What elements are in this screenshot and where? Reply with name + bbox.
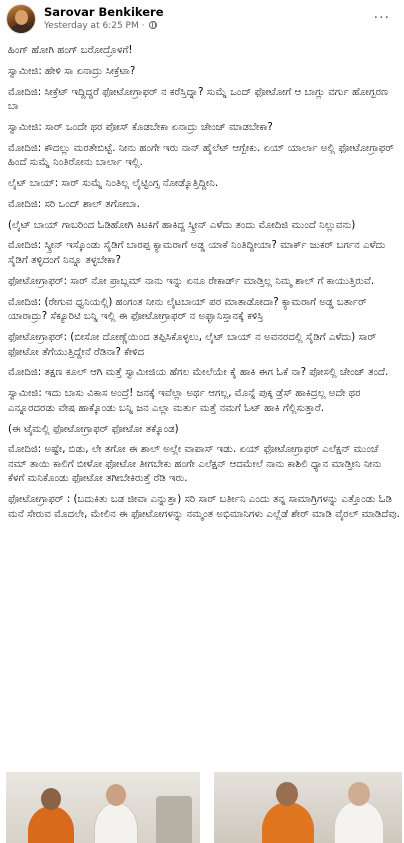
post-paragraph: ಮೋದಿಜಿ: (ರೇಗುವ ಧ್ವನಿಯಲ್ಲಿ) ಹಂಗಂತ ನೀನು ಲೈಟಬಾಯ್ ಪರ ಮಾತಾಡೋದಾ? ಕ್ಯಾಮರಾಗೆ ಅಡ್ಡ ಬರ್ತಾರ್ ಯಾರಾದ್ರು? ಸೆಕ್ಯೂರಿಟಿ ಬನ್ನಿ ಇಲ್ಲಿ ಈ ಫೋಟೋಗ್ರಾಫರ್ ನ ಅಫ್ಘಾನಿಸ್ತಾನಕ್ಕೆ ಕಳಿಸ್ರಿ <box>8 296 367 323</box>
post-meta <box>44 21 157 31</box>
post-text <box>8 44 400 529</box>
globe-icon <box>149 21 157 29</box>
figure-head <box>41 788 61 810</box>
post-paragraph: ಮೋದಿಜಿ: ಸ್ಕ್ರೀನ್ ಇಸ್ಕೊಂಡು ಸೈಡಿಗೆ ಬಾರಪ್ಪ ಕ್ಯಾಮರಾಗೆ ಅಡ್ಡ ಯಾಕೆ ನಿಂತಿದ್ದೀಯಾ? ಮಾರ್ಕ್ ಜುಕರ್ ಬರ್ಗನ ಎಳೆದು ಸೈಡಿಗೆ ತಳ್ಳಿದಂಗೆ ನಿನ್ನೂ ತಳ್ಳಬೇಕಾ? <box>8 240 386 267</box>
figure-head-3 <box>276 782 298 806</box>
author-avatar[interactable] <box>6 4 36 34</box>
post-paragraph: (ಲೈಟ್ ಬಾಯ್ ಗಾಬರಿಂದ ಓಡಿಹೋಗಿ ಕಿಟಕಿಗೆ ಹಾಕಿದ್ದ ಸ್ಕ್ರೀನ್ ಎಳೆದು ತಂದು ಮೋದಿಜಿ ಮುಂದೆ ನಿಲ್ಲುವನು) <box>8 219 356 231</box>
post-paragraph: ಫೋಟೋಗ್ರಾಫರ್ : (ಬದುಕಿತು ಬಡ ಜೀವಾ ಎನ್ನುತ್ತಾ) ಸರಿ ಸಾರ್ ಬರ್ತೀನಿ ಎಂದು ತನ್ನ ಸಾಮಾಗ್ರಿಗಳನ್ನು ಎತ್ತೊಂಡು ಓಡಿ ಮನೆ ಸೇರುವ ಮೊದಲೇ, ಮೇಲಿನ ಈ ಫೋಟೋಗಳನ್ನು ನಮ್ಮಂತ ಅಭಿಮಾನಿಗಳು ಎಲ್ಲೆಡೆ ಶೇರ್ ಮಾಡಿ ವೈರಲ್ ಮಾಡಿದೆವು. <box>8 494 400 520</box>
post-paragraph: ಫೋಟೋಗ್ರಾಫರ್: ಸಾರ್ ನೋ ಪ್ರಾಬ್ಲಮ್ ನಾನು ಇನ್ನು ಏನೂ ರೇಕಾರ್ಡ್ ಮಾಡ್ತಿಲ್ಲ ನಿಮ್ಮ ಶಾಲ್ ಗೆ ಕಾಯುತ್ತಿರುವೆ. <box>8 275 375 287</box>
figure-head-2 <box>106 784 126 806</box>
figure-white-kurta <box>94 802 138 843</box>
post-paragraph: ಮೋದಿಜಿ: ಅಷ್ಟೇ, ಬಿಡು, ಲೇ ತಗೋ ಈ ಶಾಲ್ ಅಲ್ಲೇ ವಾಪಾಸ್ ಇಡು. ಏಯ್ ಫೋಟೋಗ್ರಾಫರ್ ಎಲೆಕ್ಷನ್ ಮುಂಚೆ ನಮ್ ತಾಯಿ ಕಾಲಿಗೆ ಬೀಳೋ ಫೋಟೋ ತೀಗಬೇಕು ಹಂಗೇ ಎಲೆಕ್ಷನ್ ಆದಮೇಲೆ ನಾನು ಕಾಶಿಲಿ ಧ್ಯಾನ ಮಾಡ್ತೀನಿ ನೀನು ಕೆಳಗೆ ಮನಿಕೊಂಡು ಫೋಟೋ ತಗೀಬೇಕಿರುತ್ತೆ ರೆಡಿ ಇರು. <box>8 444 382 485</box>
more-options-icon[interactable]: ··· <box>373 10 390 26</box>
photo-left[interactable] <box>6 772 200 843</box>
post-photos[interactable] <box>0 772 404 843</box>
figure-saffron-robe-2 <box>262 802 314 843</box>
figure-head-4 <box>348 782 370 806</box>
figure-white-kurta-2 <box>334 800 384 843</box>
post-timestamp[interactable]: Yesterday at 6:25 PM <box>44 21 139 31</box>
photo-right[interactable] <box>214 772 402 843</box>
separator-dot: · <box>141 21 148 31</box>
post-paragraph: ಸ್ವಾಮೀಜಿ: ಹೇಳಿ ಸಾ ಏನಾದ್ರು ಸೀಕ್ರೆಟಾ? <box>8 65 136 77</box>
post-paragraph: ಮೋದಿಜಿ: ಕೌದಲ್ಲು ಮರತೇಬಿಟ್ಟೆ. ನೀನು ಹಂಗೇ ಇರು ನಾನ್ ಹೈಲೆಟ್ ಆಗ್ಬೇಕು. ಏಯ್ ಯಾರ್ಲಾ ಅಲ್ಲಿ ಫೋಟೋಗ್ರಾಫರ್ ಹಿಂದೆ ಸುಮ್ನೆ ನಿಂತಿರೋನು ಬಾರ್ಲಾ ಇಲ್ಲಿ. <box>8 142 394 169</box>
post-paragraph: ಫೋಟೋಗ್ರಾಫರ್: (ಬೀಸೋ ದೋಣ್ಣೆಯಿಂದ ತಪ್ಪಿಸಿಕೊಳ್ಳಲು, ಲೈಟ್ ಬಾಯ್ ನ ಅವನರದಲ್ಲಿ ಸೈಡಿಗೆ ಎಳೆದು) ಸಾರ್ ಫೋಟೋ ತೆಗೆಯುತ್ತಿದ್ದೇನೆ ರೆಡಿನಾ? ಕೇಳಿದ <box>8 331 377 358</box>
post-paragraph: ಸ್ವಾಮೀಜಿ: ಇದು ಬಾಸು ವಿಕಾಸ ಅಂದ್ರೆ! ಜನಕ್ಕೆ ಇವೆಲ್ಲಾ ಅರ್ಥ ಆಗಲ್ಲ, ಮೊನ್ನೆ ಪುಕ್ಕ ಡ್ರೆಸ್ ಹಾಕಿದ್ರಲ್ಲ ಅದೇ ಥರ ಎನ್ನೂರದರಡು ವೇಷ ಹಾಕ್ಕೊಂಡು ಬನ್ನಿ ಜನ ಎಲ್ಲಾ ಮರ್ತು ಮತ್ತೆ ನಮಗೆ ಓಟ್ ಹಾಕಿ ಗೆಲ್ಲಿಸುತ್ತಾರೆ. <box>8 388 361 414</box>
figure-background-shape <box>156 796 192 843</box>
post-header <box>0 0 404 40</box>
post-paragraph: ಮೋದಿಜಿ: ಸರಿ ಒಂದ್ ಶಾಲ್ ತಗೋಬಾ. <box>8 198 140 210</box>
post-paragraph: ಲೈಟ್ ಬಾಯ್: ಸಾರ್ ಸುಮ್ನೆ ನಿಂತಿಲ್ಲ ಲೈಟ್ಟಿಂಗ್ಸ ನೋಡ್ಕೊತ್ತಿದ್ದೀನಿ. <box>8 178 219 190</box>
post-paragraph: ಮೋದಿಜಿ: ತಕ್ಷಣ ಕೂಲ್ ಆಗಿ ಮತ್ತೆ ಸ್ವಾಮೀಜಿಯ ಹೆಗಲ ಮೇಲೆಯೇ ಕೈ ಹಾಕಿ ಈಗ ಓಕೆ ನಾ? ಪೋಸಲ್ಲಿ ಚೇಂಜ್ ತಂದೆ. <box>8 367 389 379</box>
post-paragraph: ಹಿಂಗ್ ಹೋಗಿ ಹಂಗ್ ಬರೋದ್ರೊಳಗೆ! <box>8 45 133 56</box>
author-name[interactable]: Sarovar Benkikere <box>44 5 164 19</box>
post-paragraph: (ಈ ಟೈಮಲ್ಲಿ ಫೋಟೋಗ್ರಾಫರ್ ಫೋಟೋ ತಕ್ಕೊಂಡ) <box>8 423 179 435</box>
avatar-face <box>15 10 28 25</box>
post-paragraph: ಸ್ವಾಮೀಜಿ: ಸಾರ್ ಒಂದೇ ಥರ ಪೋಸ್ ಕೊಡಬೇಕಾ ಏನಾದ್ರು ಚೇಂಜ್ ಮಾಡಬೇಕಾ? <box>8 121 273 133</box>
figure-saffron-robe <box>28 806 74 843</box>
post-paragraph: ಮೋದಿಜಿ: ಸೀಕ್ರೆಟ್ ಇದ್ದಿದ್ದರೆ ಫೋಟೋಗ್ರಾಫರ್ ನ ಕರೆಸ್ತಿದ್ನಾ? ಸುಮ್ನೆ ಒಂದ್ ಫೋಟೋಗೆ ಆ ಬಾಗ್ಲು ವರ್ಗು ಹೋಗ್ಬರಣ ಬಾ <box>8 86 389 113</box>
avatar-shoulders <box>10 24 34 34</box>
